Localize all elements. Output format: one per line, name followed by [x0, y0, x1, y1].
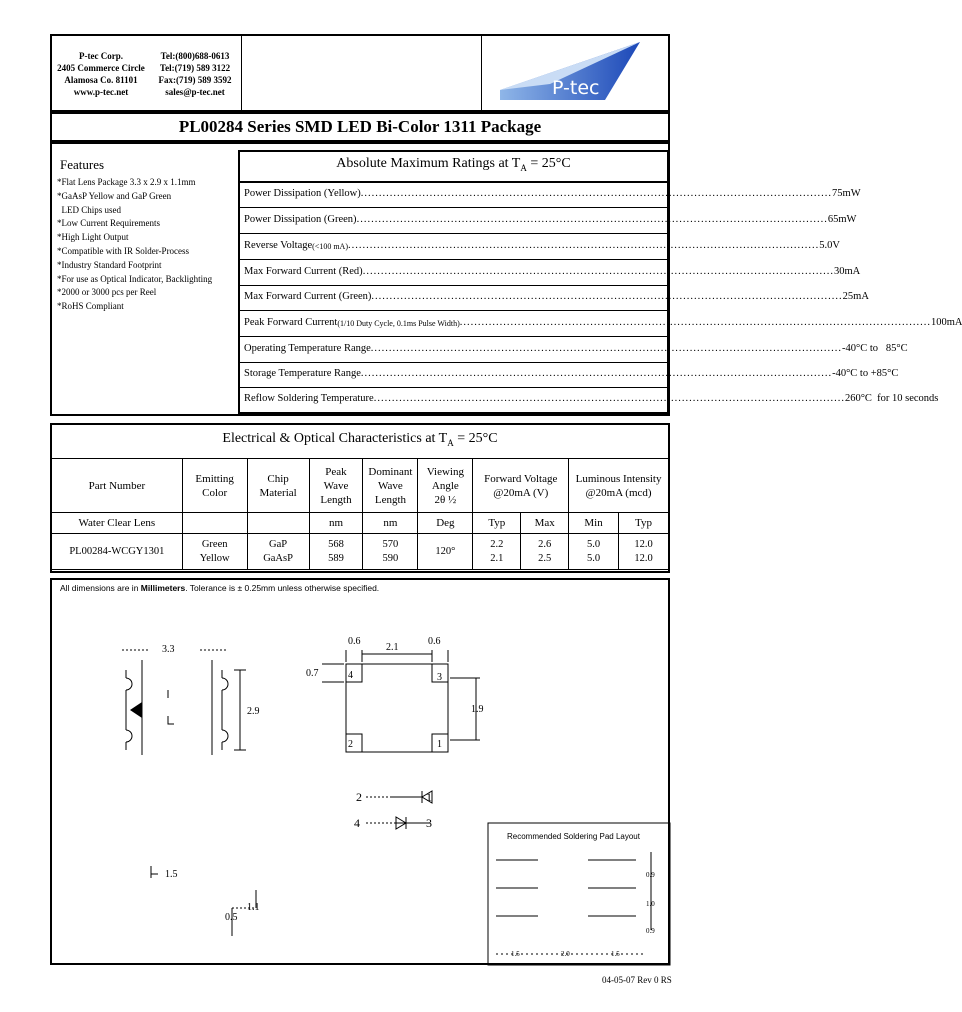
abs-max-row: Max Forward Current (Red) .................................................................................................................................. 30mA [244, 266, 861, 277]
company-address2: Alamosa Co. 81101 [64, 75, 138, 85]
abs-max-row: Max Forward Current (Green) .................................................................................................................................. 25mA [244, 291, 869, 302]
eo-heading: Electrical & Optical Characteristics at $T_A = 25^\circ C$ [222, 431, 498, 448]
header-divider-1 [241, 34, 242, 112]
feature-item: LED Chips used [57, 204, 121, 215]
polarity-mark [130, 702, 142, 718]
pin-2-label: 2 [348, 739, 353, 750]
feature-item: *2000 or 3000 pcs per Reel [57, 287, 157, 298]
company-tel2: Tel:(719) 589 3122 [159, 63, 231, 73]
row-divider [238, 259, 669, 260]
company-info [56, 50, 146, 98]
cell-vf-typ: 2.2 2.1 [473, 534, 521, 570]
cell-iv-typ: 12.0 12.0 [619, 534, 669, 570]
th-peak-wavelength: Peak Wave Length [309, 459, 363, 513]
th-chip-material: Chip Material [247, 459, 309, 513]
feature-item: *Compatible with IR Solder-Process [57, 245, 190, 256]
eo-table [51, 458, 669, 570]
dim-2-9: 2.9 [247, 706, 260, 717]
schematic-2: 2 [356, 790, 362, 804]
cell-iv-min: 5.0 5.0 [569, 534, 619, 570]
feature-item: *For use as Optical Indicator, Backlighting [57, 273, 213, 284]
sub-iv-typ: Typ [619, 513, 669, 534]
pad-dim-2-0: 2.0 [561, 950, 570, 958]
schematic-1: 1 [426, 790, 432, 804]
row-divider [238, 233, 669, 234]
schematic-3: 3 [426, 816, 432, 830]
dim-1-1: 1.1 [247, 902, 260, 913]
abs-max-row: Power Dissipation (Yellow) .................................................................................................................................. 75mW [244, 188, 861, 199]
feature-item: *Flat Lens Package 3.3 x 2.9 x 1.1mm [57, 177, 196, 187]
abs-max-row: Operating Temperature Range .................................................................................................................................. -40°C to 85°C [244, 343, 908, 354]
company-contact [152, 50, 238, 98]
pin-1-label: 1 [437, 739, 442, 750]
abs-max-heading-line [238, 181, 669, 183]
abs-max-row: Reverse Voltage (<100 mA) .................................................................................................................................. 5.0V [244, 240, 840, 251]
feature-item: *Low Current Requirements [57, 218, 160, 229]
company-tel1: Tel:(800)688-0613 [160, 51, 230, 61]
dimension-note: All dimensions are in Millimeters. Tolerance is ± 0.25mm unless otherwise specified. [60, 583, 380, 593]
company-fax: Fax:(719) 589 3592 [158, 75, 232, 85]
package-drawing [50, 590, 670, 965]
company-address1: 2405 Commerce Circle [57, 63, 145, 73]
abs-max-row: Power Dissipation (Green) .................................................................................................................................. 65mW [244, 214, 857, 225]
ptec-logo [490, 38, 662, 108]
th-dominant-wavelength: Dominant Wave Length [363, 459, 418, 513]
dim-0-7: 0.7 [306, 668, 319, 679]
dim-1-5: 1.5 [165, 869, 178, 880]
th-viewing-angle: Viewing Angle 2θ ½ [418, 459, 473, 513]
feature-item: *RoHS Compliant [57, 301, 124, 312]
features-heading: Features [60, 157, 105, 172]
row-divider [238, 362, 669, 363]
package-top-view [122, 650, 246, 755]
sub-nm-dominant: nm [363, 513, 418, 534]
pad-layout-box [488, 823, 670, 965]
sub-vf-typ: Typ [473, 513, 521, 534]
cell-angle: 120° [418, 534, 473, 570]
abs-max-heading: Absolute Maximum Ratings at $T_A = 25^\circ C$ [336, 156, 571, 173]
dim-3-3: 3.3 [162, 644, 175, 655]
abs-max-row: Peak Forward Current (1/10 Duty Cycle, 0.1ms Pulse Width) .................................................................................................................................. 100mA [244, 317, 962, 328]
cell-chip: GaP GaAsP [247, 534, 309, 570]
cell-part: PL00284-WCGY1301 [52, 534, 183, 570]
company-name: P-tec Corp. [79, 51, 123, 61]
cell-peak: 568 589 [309, 534, 363, 570]
pad-dim-1-5-a: 1.5 [511, 950, 520, 958]
row-divider [238, 310, 669, 311]
sub-iv-min: Min [569, 513, 619, 534]
feature-item: *Industry Standard Footprint [57, 259, 162, 270]
row-divider [238, 207, 669, 208]
feature-item: *GaAsP Yellow and GaP Green [57, 190, 172, 201]
pad-layout-title: Recommended Soldering Pad Layout [507, 832, 640, 841]
sub-vf-max: Max [521, 513, 569, 534]
page-title: PL00284 Series SMD LED Bi-Color 1311 Package [178, 117, 542, 136]
th-emitting-color: Emitting Color [182, 459, 247, 513]
header-divider-2 [481, 34, 482, 112]
company-web: www.p-tec.net [73, 87, 129, 97]
sub-lens: Water Clear Lens [52, 513, 183, 534]
row-divider [238, 336, 669, 337]
row-divider [238, 387, 669, 388]
row-divider [238, 285, 669, 286]
abs-max-row: Storage Temperature Range .................................................................................................................................. -40°C to +85°C [244, 368, 899, 379]
sub-empty [247, 513, 309, 534]
cell-emitting: Green Yellow [182, 534, 247, 570]
pad-dim-1-0: 1.0 [646, 900, 655, 908]
pad-dim-0-9-b: 0.9 [646, 927, 655, 935]
abs-max-row: Reflow Soldering Temperature .................................................................................................................................. 260°C for 10 seconds [244, 393, 939, 404]
dim-0-6-right: 0.6 [428, 636, 441, 647]
sub-empty [182, 513, 247, 534]
features-list [57, 176, 233, 314]
led-schematic [366, 791, 432, 829]
sub-nm-peak: nm [309, 513, 363, 534]
sub-deg: Deg [418, 513, 473, 534]
dim-0-6-left: 0.6 [348, 636, 361, 647]
th-forward-voltage: Forward Voltage @20mA (V) [473, 459, 569, 513]
pad-dim-0-9-a: 0.9 [646, 871, 655, 879]
pin-4-label: 4 [348, 670, 353, 681]
th-part-number: Part Number [52, 459, 183, 513]
th-luminous-intensity: Luminous Intensity @20mA (mcd) [569, 459, 669, 513]
schematic-4: 4 [354, 816, 360, 830]
pad-dim-1-5-b: 1.5 [611, 950, 620, 958]
dim-2-1: 2.1 [386, 642, 399, 653]
package-bottom-view [322, 650, 480, 752]
pin-3-label: 3 [437, 672, 442, 683]
dim-0-5: 0.5 [225, 912, 238, 923]
feature-item: *High Light Output [57, 232, 129, 243]
pad-layout-lines [496, 852, 651, 954]
svg-text:P-tec: P-tec [552, 77, 600, 99]
cell-dominant: 570 590 [363, 534, 418, 570]
cell-vf-max: 2.6 2.5 [521, 534, 569, 570]
footer-revision: 04-05-07 Rev 0 RS [602, 975, 672, 985]
company-email: sales@p-tec.net [165, 87, 225, 97]
dim-1-9: 1.9 [471, 704, 484, 715]
